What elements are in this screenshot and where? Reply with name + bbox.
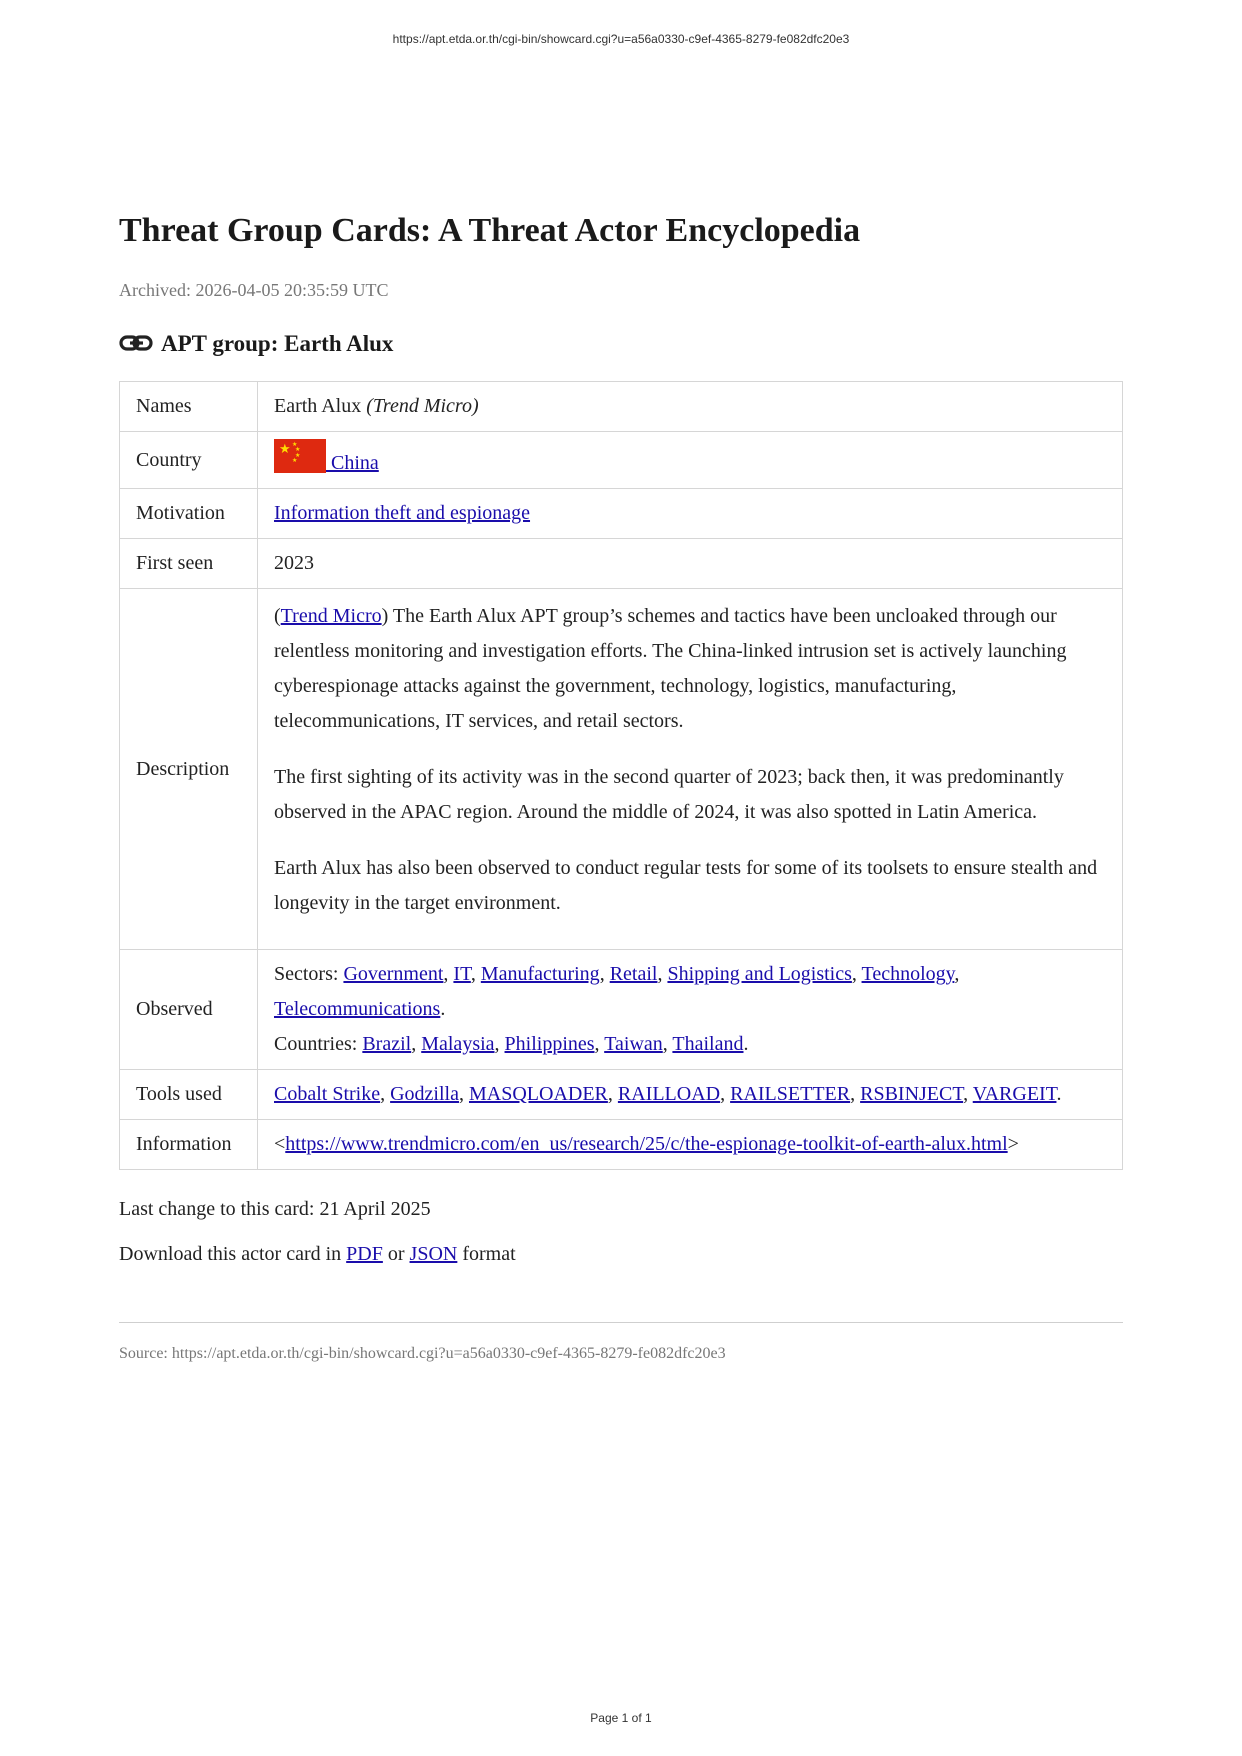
- download-or: or: [387, 1243, 405, 1265]
- observed-countries: [274, 1027, 1106, 1062]
- tool-link[interactable]: Cobalt Strike: [274, 1083, 381, 1105]
- page-number: Page 1 of 1: [590, 1711, 652, 1725]
- sector-link[interactable]: Shipping and Logistics: [667, 963, 852, 985]
- source-url: Source: https://apt.etda.or.th/cgi-bin/showcard.cgi?u=a56a0330-c9ef-4365-8279-fe082dfc20e3: [119, 1345, 726, 1362]
- description-p1-text: ) The Earth Alux APT group’s schemes and tactics have been uncloaked through our relentless monitoring and investigation efforts. The China-linked intrusion set is actively launching cyberespionage attacks against the government, technology, logistics, manufacturing, telecommunications, IT services, and retail sectors.: [274, 605, 1067, 732]
- country-link[interactable]: [274, 441, 379, 474]
- main-content: [119, 210, 1123, 1363]
- countries-list: Brazil, Malaysia, Philippines, Taiwan, Thailand.: [362, 1033, 749, 1055]
- sector-link[interactable]: IT: [453, 963, 471, 985]
- json-download-link[interactable]: JSON: [409, 1243, 458, 1265]
- tools-value: [258, 1070, 1123, 1120]
- page-title: Threat Group Cards: A Threat Actor Encyclopedia: [119, 212, 861, 249]
- description-paragraph-3: Earth Alux has also been observed to conduct regular tests for some of its toolsets to ensure stealth and longevity in the target environment.: [274, 857, 1098, 914]
- header-url: https://apt.etda.or.th/cgi-bin/showcard.cgi?u=a56a0330-c9ef-4365-8279-fe082dfc20e3: [392, 32, 850, 46]
- link-icon[interactable]: [119, 332, 155, 356]
- group-heading: [119, 331, 1123, 357]
- row-observed: [120, 950, 1123, 1070]
- country-observed-link[interactable]: Malaysia: [421, 1033, 495, 1055]
- names-label: Names: [120, 382, 258, 432]
- sector-link[interactable]: Retail: [609, 963, 658, 985]
- countries-label: Countries:: [274, 1033, 358, 1055]
- information-link[interactable]: https://www.trendmicro.com/en_us/research/25/c/the-espionage-toolkit-of-earth-alux.html: [285, 1133, 1008, 1155]
- country-observed-link[interactable]: Thailand: [672, 1033, 744, 1055]
- names-source: (Trend Micro): [366, 395, 479, 417]
- pdf-download-link[interactable]: PDF: [346, 1243, 383, 1265]
- row-names: [120, 382, 1123, 432]
- observed-value: [258, 950, 1123, 1070]
- motivation-label: Motivation: [120, 489, 258, 539]
- description-paragraph-1: (Trend Micro) The Earth Alux APT group’s schemes and tactics have been uncloaked through our relentless monitoring and investigation efforts. The China-linked intrusion set is actively launching cyberespionage attacks against the government, technology, logistics, manufacturing, telecommunications, IT services, and retail sectors.: [274, 605, 1067, 732]
- download-prefix: Download this actor card in: [119, 1243, 342, 1265]
- tools-label: Tools used: [120, 1070, 258, 1120]
- first-seen-label: First seen: [120, 539, 258, 589]
- tool-link[interactable]: RAILSETTER: [730, 1083, 851, 1105]
- country-value: [258, 432, 1123, 489]
- footer-divider: [119, 1322, 1123, 1323]
- tool-link[interactable]: RSBINJECT: [860, 1083, 964, 1105]
- row-information: [120, 1120, 1123, 1170]
- row-description: [120, 589, 1123, 950]
- information-value: <https://www.trendmicro.com/en_us/research/25/c/the-espionage-toolkit-of-earth-alux.html>: [258, 1120, 1123, 1170]
- description-label: Description: [120, 589, 258, 950]
- sector-link[interactable]: Technology: [861, 963, 955, 985]
- country-observed-link[interactable]: Brazil: [362, 1033, 412, 1055]
- sector-link[interactable]: Telecommunications: [274, 998, 441, 1020]
- country-name[interactable]: China: [331, 452, 379, 474]
- last-change: Last change to this card: 21 April 2025: [119, 1198, 431, 1220]
- sectors-list: Government, IT, Manufacturing, Retail, Shipping and Logistics, Technology, Telecommunications.: [274, 963, 960, 1020]
- sector-link[interactable]: Government: [343, 963, 444, 985]
- names-value: [258, 382, 1123, 432]
- tool-link[interactable]: Godzilla: [390, 1083, 459, 1105]
- download-suffix: format: [462, 1243, 516, 1265]
- row-tools: [120, 1070, 1123, 1120]
- row-motivation: [120, 489, 1123, 539]
- tool-link[interactable]: RAILLOAD: [617, 1083, 721, 1105]
- country-label: Country: [120, 432, 258, 489]
- sectors-label: Sectors:: [274, 963, 339, 985]
- names-value-text: Earth Alux: [274, 395, 362, 417]
- first-seen-value: 2023: [258, 539, 1123, 589]
- country-observed-link[interactable]: Philippines: [504, 1033, 595, 1055]
- motivation-value: [258, 489, 1123, 539]
- tool-link[interactable]: MASQLOADER: [468, 1083, 608, 1105]
- china-flag-icon: ★ ★ ★ ★ ★: [274, 439, 326, 473]
- archived-timestamp: Archived: 2026-04-05 20:35:59 UTC: [119, 280, 389, 300]
- download-line: [119, 1243, 1123, 1266]
- row-country: [120, 432, 1123, 489]
- description-paragraph-2: The first sighting of its activity was in the second quarter of 2023; back then, it was predominantly observed in the APAC region. Around the middle of 2024, it was also spotted in Latin America.: [274, 766, 1064, 823]
- information-label: Information: [120, 1120, 258, 1170]
- actor-card-table: [119, 381, 1123, 1170]
- tool-link[interactable]: VARGEIT: [972, 1083, 1057, 1105]
- sector-link[interactable]: Manufacturing: [480, 963, 600, 985]
- row-first-seen: [120, 539, 1123, 589]
- description-value: [258, 589, 1123, 950]
- trend-micro-link[interactable]: Trend Micro: [280, 605, 382, 627]
- observed-label: Observed: [120, 950, 258, 1070]
- motivation-link[interactable]: Information theft and espionage: [274, 502, 531, 524]
- observed-sectors: [274, 957, 1106, 1027]
- country-observed-link[interactable]: Taiwan: [604, 1033, 663, 1055]
- tools-list: Cobalt Strike, Godzilla, MASQLOADER, RAILLOAD, RAILSETTER, RSBINJECT, VARGEIT.: [274, 1083, 1062, 1105]
- group-name-heading: APT group: Earth Alux: [161, 331, 394, 356]
